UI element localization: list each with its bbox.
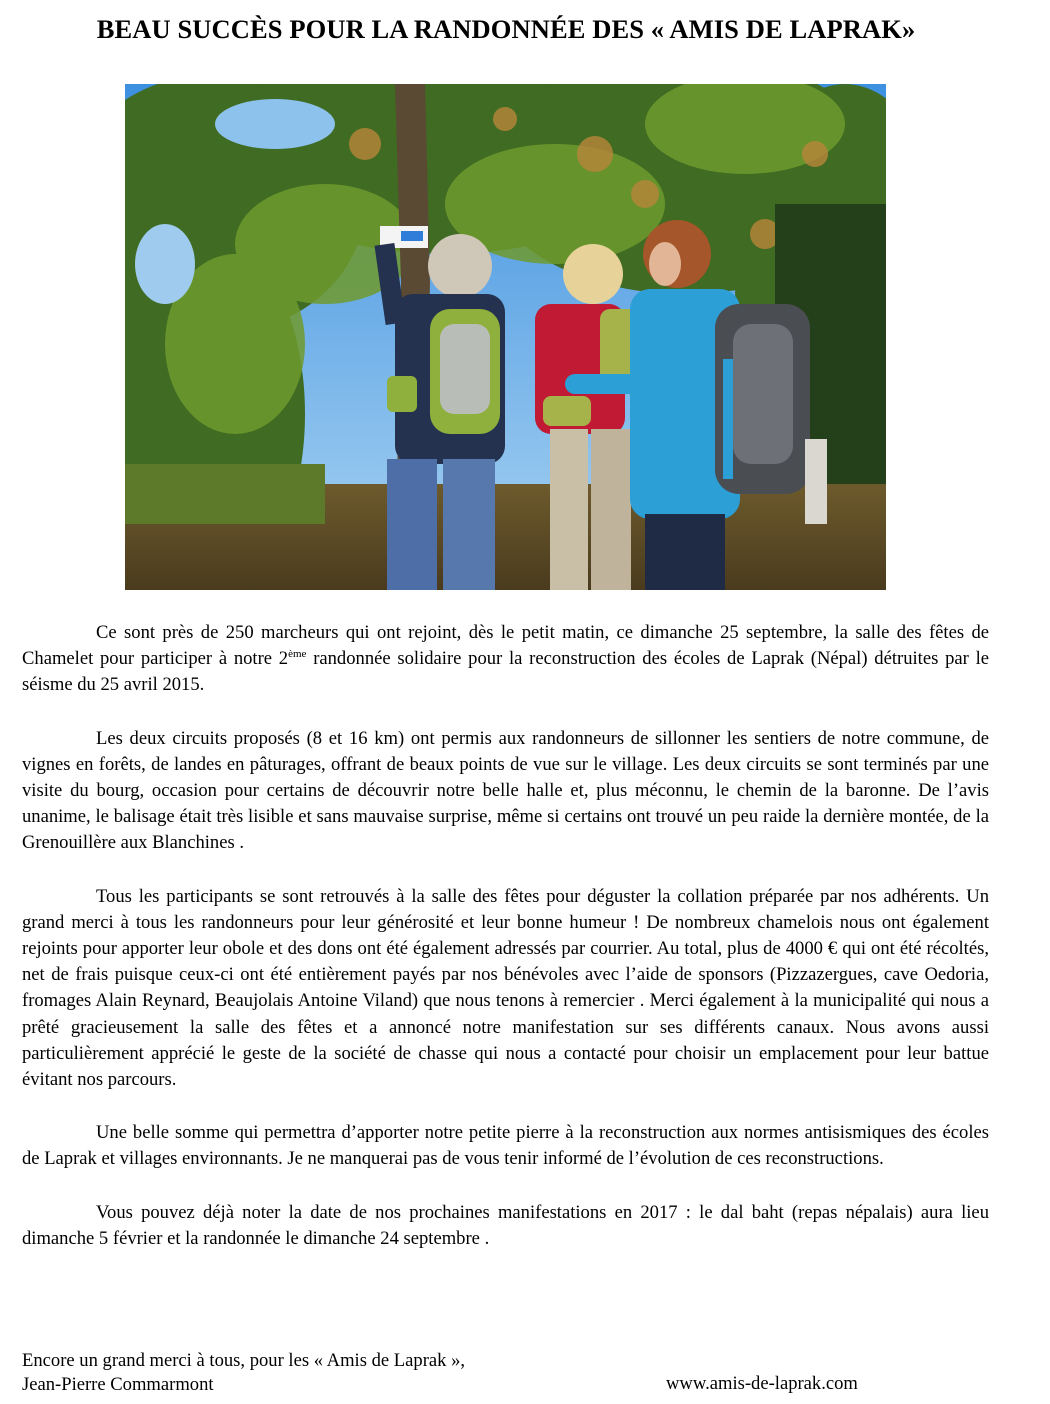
paragraph-circuits: Les deux circuits proposés (8 et 16 km) ont permis aux randonneurs de sillonner les sentiers de notre commune, de vignes en forêts, de landes en pâturages, offrant de beaux points de vue sur le village. Les deux circuits se sont terminés par une visite du bourg, occasion pour certains de découvrir notre belle halle et, plus méconnu, le chemin de la baronne. De l’avis unanime, le balisage était très lisible et sans mauvaise surprise, même si certains ont trouvé un peu raide la dernière montée, de la Grenouillère aux Blanchines . <box>22 727 989 854</box>
ordinal-superscript: ème <box>288 648 307 661</box>
paragraph-donation: Une belle somme qui permettra d’apporter notre petite pierre à la reconstruction aux normes antisismiques des écoles de Laprak et villages environnants. Je ne manquerai pas de vous tenir informé de l’évolution de ces reconstructions. <box>22 1122 989 1170</box>
paragraph-upcoming-events: Vous pouvez déjà noter la date de nos prochaines manifestations en 2017 : le dal baht (repas népalais) aura lieu dimanche 5 février et la randonnée le dimanche 24 septembre . <box>22 1201 989 1249</box>
paragraph-event-text-b: randonnée solidaire pour la reconstruction des écoles de Laprak (Népal) détruites par le séisme du 25 avril 2015. <box>22 648 989 696</box>
hikers-photo <box>125 84 886 590</box>
paragraph-event-text-a: Ce sont près de 250 marcheurs qui ont rejoint, dès le petit matin, ce dimanche 25 septembre, la salle des fêtes de Chamelet pour participer à notre 2 <box>22 622 989 670</box>
article-body <box>22 620 989 1279</box>
paragraph-participants: Tous les participants se sont retrouvés à la salle des fêtes pour déguster la collation préparée par nos adhérents. Un grand merci à tous les randonneurs pour leur générosité et leur bonne humeur ! De nombreux chamelois nous ont également rejoints pour apporter leur obole et des dons ont été également adressés par courrier. Au total, plus de 4000 € qui ont été récoltés, net de frais puisque ceux-ci ont été entièrement payés par nos bénévoles avec l’aide de sponsors (Pizzazergues, cave Oedoria, fromages Alain Reynard, Beaujolais Antoine Viland) que nous tenons à remercier . Merci également à la municipalité qui nous a prêté gracieusement la salle des fêtes et a annoncé notre manifestation sur ses différents canaux. Nous avons aussi particulièrement apprécié le geste de la société de chasse qui nous a contacté pour choisir un emplacement pour leur battue évitant nos parcours. <box>22 885 989 1091</box>
closing-thanks: Encore un grand merci à tous, pour les « Amis de Laprak », <box>22 1350 466 1371</box>
article-title: BEAU SUCCÈS POUR LA RANDONNÉE DES « AMIS DE LAPRAK» <box>96 14 916 44</box>
signature: Jean-Pierre Commarmont <box>22 1374 214 1395</box>
website-link[interactable]: www.amis-de-laprak.com <box>666 1373 858 1394</box>
paragraph-event <box>22 620 989 699</box>
hikers-photo-illustration <box>125 84 886 590</box>
